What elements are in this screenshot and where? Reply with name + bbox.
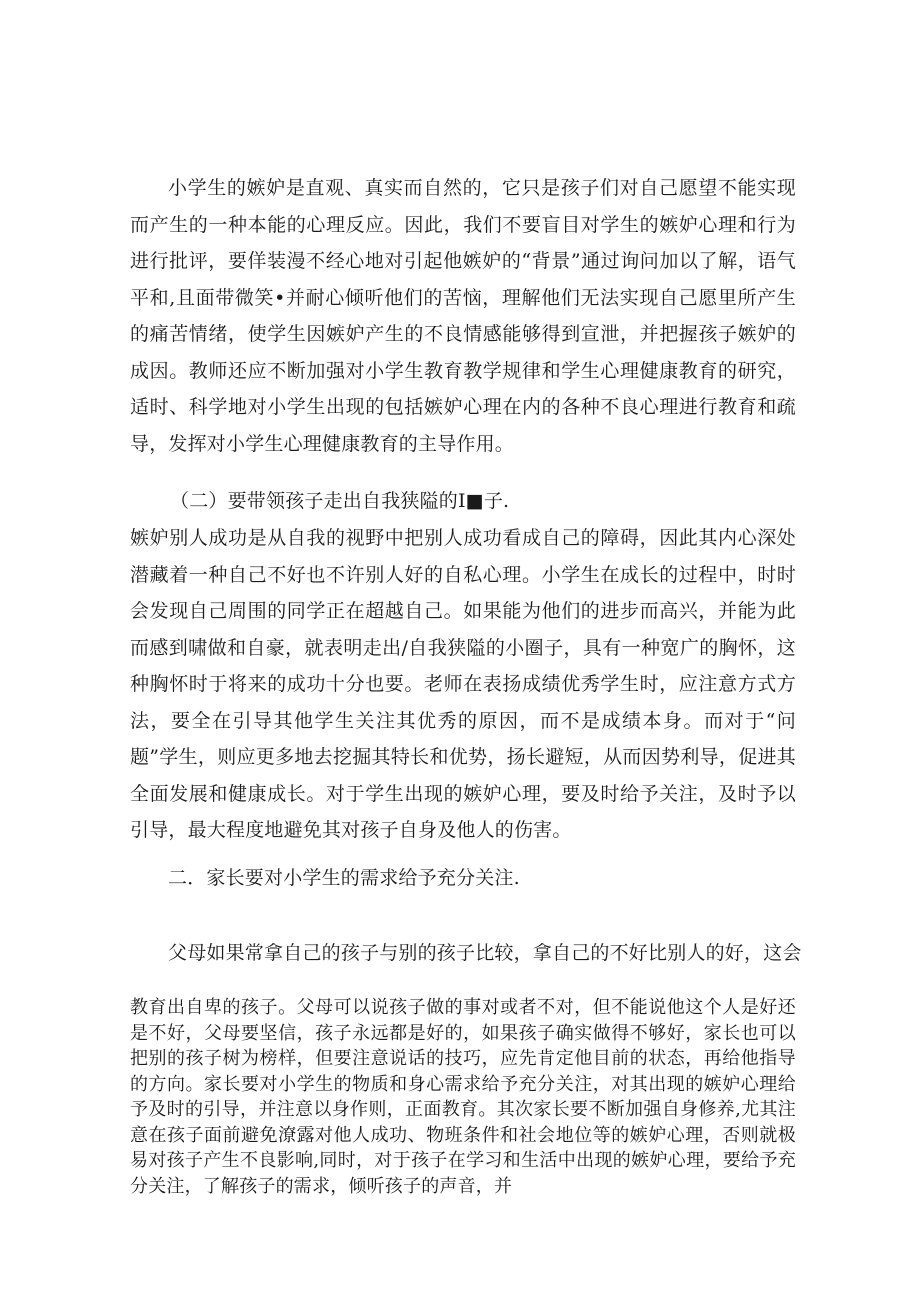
paragraph-parents-body: 教育出自卑的孩子。父母可以说孩子做的事对或者不对，但不能说他这个人是好还是不好，父母要坚信，孩子永远都是好的，如果孩子确实做得不够好，家长也可以把别的孩子树为榜样，但要注意说话的技巧，应先肯定他目前的状态，再给他指导的方向。家长要对小学生的物质和身心需求给予充分关注，对其出现的嫉妒心理给予及时的引导，并注意以身作则，正面教育。其次家长要不断加强自身修养,尤其注意在孩子面前避免潦露对他人成功、物班条件和社会地位等的嫉妒心理，否则就极易对孩子产生不良影响,同时，对于孩子在学习和生活中出现的嫉妒心理，要给予充分关注，了解孩子的需求，倾听孩子的声音，并 bbox=[130, 997, 796, 1197]
paragraph-parents-intro: 父母如果常拿自己的孩子与别的孩子比较，拿自己的不好比别人的好，这会 bbox=[168, 942, 802, 964]
paragraph-narrow-circle: 嫉妒别人成功是从自我的视野中把别人成功看成自己的障碍，因此其内心深处潜藏着一种自己不好也不许别人好的自私心理。小学生在成长的过程中，时时会发现自己周围的同学正在超越自己。如果能为他们的进步而高兴，并能为此而感到啸做和自豪，就表明走出/自我狭隘的小圈子，具有一种宽广的胸怀，这种胸怀时于将来的成功十分也要。老师在表扬成绩优秀学生时，应注意方式方法，要全在引导其他学生关注其优秀的原因，而不是成绩本身。而对于“问题”学生，则应更多地去挖掘其特长和优势，扬长避短，从而因势利导，促进其全面发展和健康成长。对于学生出现的嫉妒心理，要及时给予关注，及时予以引导，最大程度地避免其对孩子自身及他人的伤害。 bbox=[130, 527, 796, 841]
paragraph-teacher-guidance: 小学生的嫉妒是直观、真实而自然的，它只是孩子们对自己愿望不能实现而产生的一种本能的心理反应。因此，我们不要盲目对学生的嫉妒心理和行为进行批评，要佯装漫不经心地对引起他嫉妒的“背景”通过询问加以了解，语气平和,且面带微笑•并耐心倾听他们的苦恼，理解他们无法实现自己愿里所产生的痛苦情绪，使学生因嫉妒产生的不良情感能够得到宣泄，并把握孩子嫉妒的成因。教师还应不断加强对小学生教育教学规律和学生心理健康教育的研究，适时、科学地对小学生出现的包括嫉妒心理在内的各种不良心理进行教育和疏导，发挥对小学生心理健康教育的主导作用。 bbox=[130, 177, 796, 455]
section-heading-2: （二）要带领孩子走出自我狭隘的I■子. bbox=[170, 490, 510, 512]
section-heading-3: 二．家长要对小学生的需求给予充分关注. bbox=[168, 867, 520, 889]
